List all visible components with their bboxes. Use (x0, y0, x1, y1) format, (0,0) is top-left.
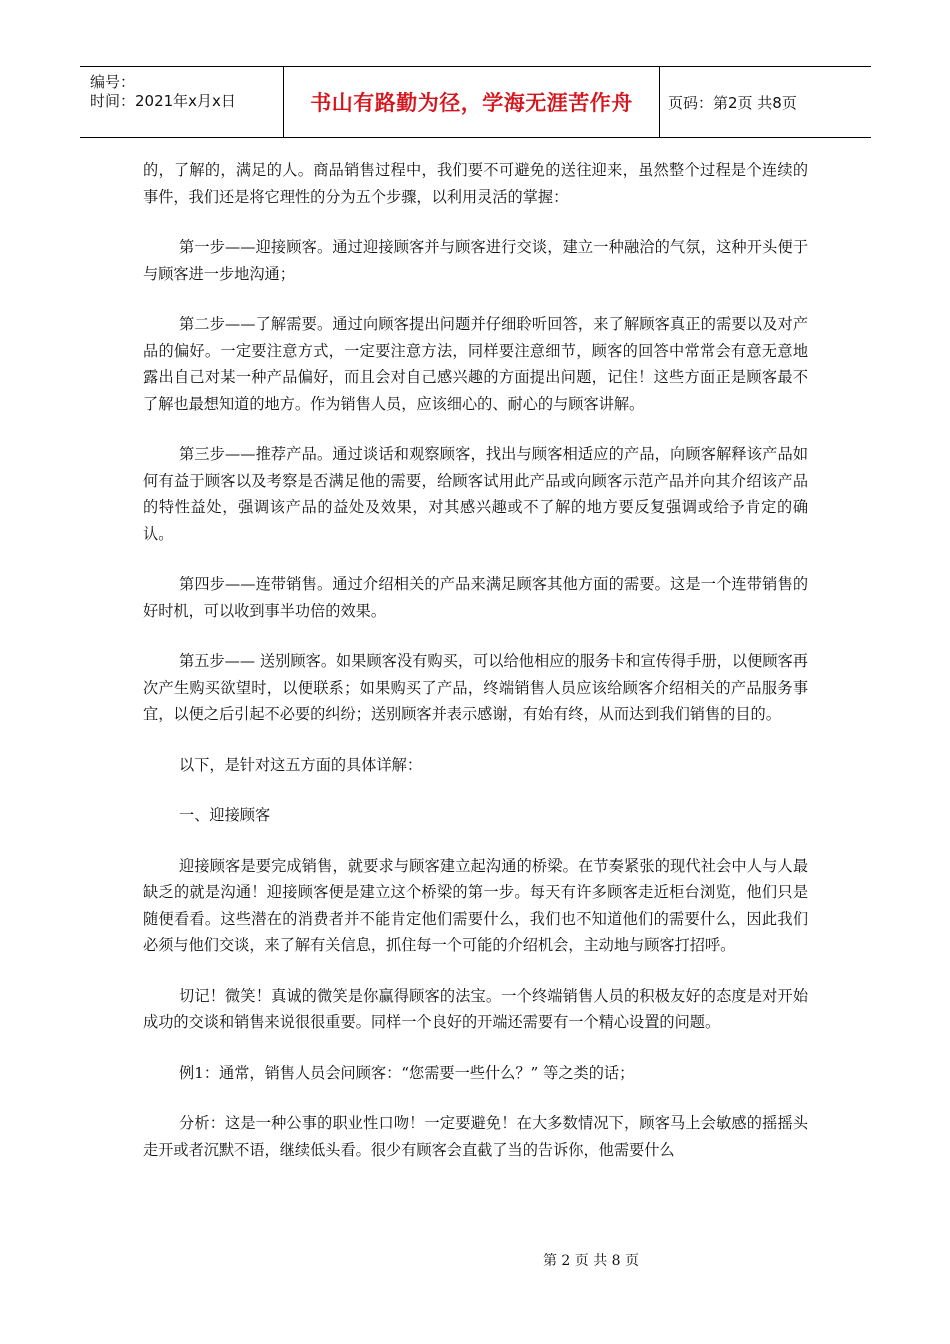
paragraph-step-1: 第一步——迎接顾客。通过迎接顾客并与顾客进行交谈，建立一种融洽的气氛，这种开头便于与顾客进一步地沟通； (143, 238, 808, 283)
paragraph-greet-customer: 迎接顾客是要完成销售，就要求与顾客建立起沟通的桥梁。在节奏紧张的现代社会中人与人最缺乏的就是沟通！迎接顾客便是建立这个桥梁的第一步。每天有许多顾客走近柜台浏览，他们只是随便看看。这些潜在的消费者并不能肯定他们需要什么，我们也不知道他们的需要什么，因此我们必须与他们交谈，来了解有关信息，抓住每一个可能的介绍机会，主动地与顾客打招呼。 (143, 856, 808, 954)
paragraph-intro-continuation: 的，了解的，满足的人。商品销售过程中，我们要不可避免的送往迎来，虽然整个过程是个连续的事件，我们还是将它理性的分为五个步骤，以利用灵活的掌握： (143, 161, 808, 206)
header-page-info: 页码：第2页 共8页 (668, 93, 797, 112)
paragraph-step-4: 第四步——连带销售。通过介绍相关的产品来满足顾客其他方面的需要。这是一个连带销售的好时机，可以收到事半功倍的效果。 (143, 575, 808, 620)
paragraph-smile: 切记！微笑！真诚的微笑是你赢得顾客的法宝。一个终端销售人员的积极友好的态度是对开始成功的交谈和销售来说很很重要。同样一个良好的开端还需要有一个精心设置的问题。 (143, 986, 808, 1031)
section-heading-greet-customer: 一、迎接顾客 (179, 806, 271, 824)
header-meta-cell (80, 67, 284, 137)
paragraph-example-1: 例1：通常，销售人员会问顾客：“您需要一些什么？” 等之类的话； (179, 1063, 635, 1082)
paragraph-step-2: 第二步——了解需要。通过向顾客提出问题并仔细聆听回答，来了解顾客真正的需要以及对产品的偏好。一定要注意方式，一定要注意方法，同样要注意细节，顾客的回答中常常会有意无意地露出自己对某一种产品偏好，而且会对自己感兴趣的方面提出问题，记住！这些方面正是顾客最不了解也最想知道的地方。作为销售人员，应该细心的、耐心的与顾客讲解。 (143, 315, 808, 413)
footer-page-number: 第 2 页 共 8 页 (542, 1253, 640, 1269)
document-number-label: 编号： (90, 73, 136, 91)
paragraph-analysis: 分析：这是一种公事的职业性口吻！一定要避免！在大多数情况下，顾客马上会敏感的摇摇头走开或者沉默不语，继续低头看。很少有顾客会直截了当的告诉你，他需要什么 (143, 1114, 808, 1159)
page-footer (0, 1250, 950, 1270)
paragraph-details-intro: 以下，是针对这五方面的具体详解： (179, 755, 422, 774)
paragraph-step-5: 第五步—— 送别顾客。如果顾客没有购买，可以给他相应的服务卡和宣传得手册，以便顾客再次产生购买欲望时，以便联系；如果购买了产品，终端销售人员应该给顾客介绍相关的产品服务事宜，以便之后引起不必要的纠纷；送别顾客并表示感谢，有始有终，从而达到我们销售的目的。 (143, 652, 808, 723)
page-header (80, 66, 871, 138)
document-body (143, 157, 808, 1187)
header-page-cell (660, 67, 871, 137)
paragraph-step-3: 第三步——推荐产品。通过谈话和观察顾客，找出与顾客相适应的产品，向顾客解释该产品如何有益于顾客以及考察是否满足他的需要，给顾客试用此产品或向顾客示范产品并向其介绍该产品的特性益处，强调该产品的益处及效果，对其感兴趣或不了解的地方要反复强调或给予肯定的确认。 (143, 445, 808, 543)
document-date-label: 时间：2021年x月x日 (90, 92, 236, 110)
header-motto: 书山有路勤为径，学海无涯苦作舟 (310, 91, 633, 115)
header-motto-cell (284, 67, 660, 137)
